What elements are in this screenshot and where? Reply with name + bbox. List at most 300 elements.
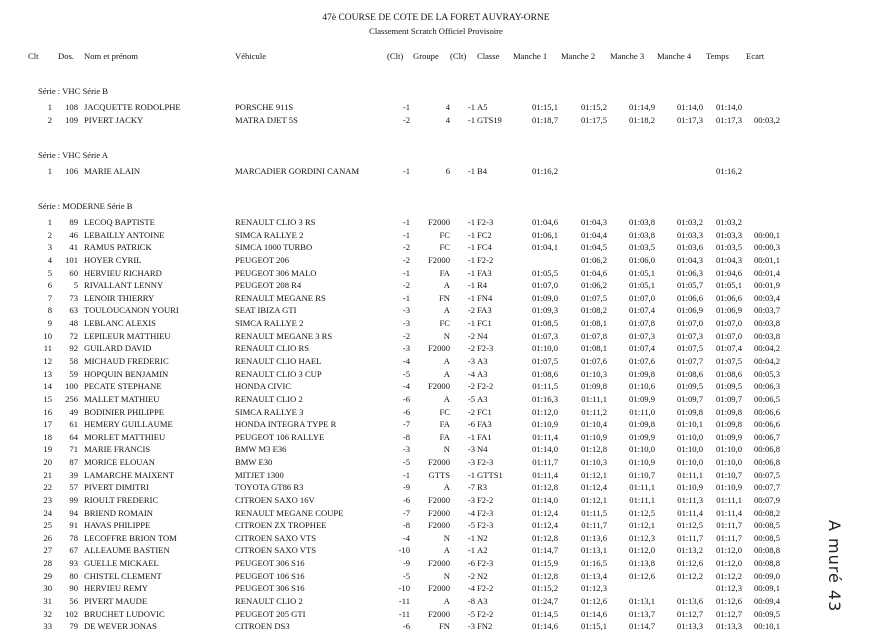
cell-clt2: -7 [467, 482, 475, 493]
cell-vehicle: CITROEN SAXO VTS [235, 545, 317, 556]
cell-clt1: -8 [402, 431, 410, 442]
cell-m1: 01:09,3 [531, 305, 558, 316]
cell-groupe: 4 [445, 114, 450, 125]
cell-m3: 01:10,0 [628, 444, 655, 455]
cell-m2: 01:14,6 [580, 608, 607, 619]
cell-m3: 01:14,9 [628, 102, 655, 112]
cell-m4: 01:13,6 [676, 595, 703, 606]
cell-m1: 01:14,6 [531, 621, 558, 632]
cell-ecart: 00:08,5 [753, 520, 780, 531]
table-row [0, 102, 872, 113]
cell-name: DE WEVER JONAS [84, 621, 157, 632]
cell-clt: 11 [43, 343, 52, 354]
cell-ecart: 00:00,3 [753, 242, 780, 253]
cell-classe: FN2 [477, 621, 493, 632]
cell-dos: 256 [65, 393, 78, 404]
cell-clt1: -1 [402, 166, 410, 176]
cell-m1: 01:15,9 [531, 558, 558, 568]
cell-clt: 24 [43, 507, 52, 518]
cell-classe: FA3 [477, 419, 492, 430]
cell-dos: 87 [69, 457, 78, 467]
cell-clt: 32 [43, 608, 52, 619]
cell-dos: 39 [69, 469, 78, 480]
cell-groupe: FC [439, 406, 450, 417]
cell-vehicle: PORSCHE 911S [235, 102, 294, 112]
cell-clt1: -3 [402, 343, 410, 354]
cell-ecart: 00:08,8 [753, 545, 780, 556]
cell-name: MARIE ALAIN [84, 166, 141, 176]
cell-clt1: -1 [402, 102, 410, 112]
cell-groupe: GTTS [428, 469, 450, 480]
cell-m2: 01:08,1 [580, 318, 607, 328]
cell-groupe: F2000 [428, 583, 450, 594]
handwritten-signature: A muré 43 [825, 520, 844, 613]
cell-m1: 01:12,0 [531, 406, 558, 417]
cell-m2: 01:11,5 [581, 507, 607, 518]
cell-vehicle: PEUGEOT 306 S16 [235, 558, 305, 568]
cell-dos: 73 [69, 292, 78, 303]
cell-classe: A2 [477, 545, 488, 556]
cell-m1: 01:12,4 [531, 520, 558, 531]
cell-clt1: -2 [402, 114, 410, 125]
cell-m2: 01:11,2 [581, 406, 607, 417]
table-row [0, 571, 872, 582]
cell-m1: 01:07,5 [531, 355, 558, 366]
cell-clt1: -4 [402, 532, 410, 543]
cell-temps: 01:11,7 [716, 520, 742, 531]
cell-m3: 01:10,6 [628, 381, 655, 392]
cell-m1: 01:14,7 [531, 545, 558, 556]
cell-clt1: -7 [402, 419, 410, 430]
cell-name: BRIEND ROMAIN [84, 507, 153, 518]
cell-m1: 01:14,0 [531, 494, 558, 505]
cell-name: BODINIER PHILIPPE [84, 406, 164, 417]
cell-m4: 01:12,5 [676, 520, 703, 531]
cell-temps: 01:07,0 [715, 330, 742, 341]
cell-clt2: -1 [467, 166, 475, 176]
section-label: Série : VHC Série A [38, 150, 109, 160]
cell-clt: 14 [43, 381, 52, 392]
cell-clt2: -6 [467, 558, 475, 568]
cell-temps: 01:03,3 [715, 229, 742, 240]
cell-clt: 28 [43, 558, 52, 568]
table-row [0, 621, 872, 632]
cell-clt: 31 [43, 595, 52, 606]
cell-ecart: 00:03,2 [753, 114, 780, 125]
cell-clt2: -1 [467, 267, 475, 278]
cell-m4: 01:03,2 [676, 217, 703, 227]
cell-name: HOYER CYRIL [84, 254, 142, 265]
cell-m3: 01:11,1 [629, 482, 655, 493]
cell-name: MORLET MATTHIEU [84, 431, 166, 442]
cell-clt1: -2 [402, 242, 410, 253]
cell-m2: 01:08,1 [580, 343, 607, 354]
cell-m1: 01:09,0 [531, 292, 558, 303]
cell-m3: 01:13,1 [628, 595, 655, 606]
document-subtitle: Classement Scratch Officiel Provisoire [369, 26, 503, 36]
cell-name: MALLET MATHIEU [84, 393, 160, 404]
cell-temps: 01:11,4 [716, 507, 742, 518]
cell-m4: 01:06,3 [676, 267, 703, 278]
cell-m2: 01:15,1 [580, 621, 607, 632]
table-row [0, 558, 872, 569]
cell-m1: 01:12,8 [531, 532, 558, 543]
table-row [0, 305, 872, 316]
cell-vehicle: RENAULT CLIO 2 [235, 595, 303, 606]
cell-vehicle: BMW E30 [235, 457, 273, 467]
cell-clt2: -1 [467, 102, 475, 112]
cell-m3: 01:09,9 [628, 393, 655, 404]
cell-ecart: 00:06,8 [753, 457, 780, 467]
header-clt: Clt [28, 51, 39, 61]
cell-clt: 1 [47, 166, 52, 176]
cell-classe: F2-3 [477, 217, 494, 227]
cell-name: HAVAS PHILIPPE [84, 520, 151, 531]
table-row [0, 520, 872, 531]
cell-m1: 01:07,0 [531, 280, 558, 291]
table-row [0, 280, 872, 291]
cell-temps: 01:09,7 [715, 393, 742, 404]
cell-m2: 01:16,5 [580, 558, 607, 568]
cell-ecart: 00:00,1 [753, 229, 780, 240]
cell-clt1: -2 [402, 254, 410, 265]
cell-clt1: -1 [402, 469, 410, 480]
cell-name: LAMARCHE MAIXENT [84, 469, 174, 480]
cell-clt2: -1 [467, 114, 475, 125]
cell-groupe: FC [439, 318, 450, 328]
cell-clt1: -3 [402, 318, 410, 328]
cell-clt2: -1 [467, 469, 475, 480]
cell-clt2: -1 [467, 229, 475, 240]
cell-m4: 01:17,3 [676, 114, 703, 125]
table-row [0, 331, 872, 342]
cell-clt2: -5 [467, 608, 475, 619]
cell-m4: 01:08,6 [676, 368, 703, 379]
cell-ecart: 00:10,1 [753, 621, 780, 632]
cell-m3: 01:11,0 [629, 406, 655, 417]
cell-m1: 01:10,9 [531, 419, 558, 430]
table-row [0, 115, 872, 126]
cell-m2: 01:12,1 [580, 469, 607, 480]
cell-clt: 1 [47, 102, 52, 112]
cell-temps: 01:11,1 [716, 494, 742, 505]
cell-m1: 01:14,0 [531, 444, 558, 455]
cell-clt1: -7 [402, 507, 410, 518]
cell-classe: FA3 [477, 267, 492, 278]
cell-m2: 01:13,1 [580, 545, 607, 556]
cell-clt: 16 [43, 406, 52, 417]
table-row [0, 217, 872, 228]
cell-m3: 01:12,1 [628, 520, 655, 531]
cell-groupe: FN [439, 621, 450, 632]
cell-ecart: 00:07,7 [753, 482, 780, 493]
cell-clt: 6 [47, 280, 52, 291]
table-row [0, 369, 872, 380]
cell-name: MORICE ELOUAN [84, 457, 155, 467]
cell-temps: 01:07,4 [715, 343, 742, 354]
cell-classe: F2-2 [477, 381, 494, 392]
cell-m3: 01:18,2 [628, 114, 655, 125]
cell-vehicle: SIMCA RALLYE 2 [235, 229, 304, 240]
cell-clt: 3 [47, 242, 52, 253]
table-row [0, 583, 872, 594]
cell-clt1: -4 [402, 381, 410, 392]
cell-groupe: F2000 [428, 558, 450, 568]
cell-ecart: 00:04,2 [753, 355, 780, 366]
cell-name: MICHAUD FREDERIC [84, 355, 169, 366]
cell-m1: 01:15,2 [531, 583, 558, 594]
cell-classe: A3 [477, 595, 488, 606]
cell-temps: 01:08,6 [715, 368, 742, 379]
cell-m3: 01:05,1 [628, 280, 655, 291]
cell-clt1: -6 [402, 406, 410, 417]
cell-classe: A3 [477, 368, 488, 379]
cell-groupe: F2000 [428, 343, 450, 354]
cell-clt1: -4 [402, 355, 410, 366]
cell-m3: 01:10,7 [628, 469, 655, 480]
cell-dos: 100 [65, 381, 78, 392]
cell-ecart: 00:01,1 [753, 254, 780, 265]
header-manche-1: Manche 1 [513, 51, 548, 61]
cell-m3: 01:12,5 [628, 507, 655, 518]
table-row [0, 407, 872, 418]
cell-groupe: F2000 [428, 254, 450, 265]
cell-classe: R3 [477, 482, 488, 493]
cell-clt1: -2 [402, 330, 410, 341]
cell-temps: 01:03,5 [715, 242, 742, 253]
cell-m4: 01:10,0 [676, 444, 703, 455]
cell-classe: A5 [477, 102, 488, 112]
cell-m2: 01:08,2 [580, 305, 607, 316]
cell-groupe: A [443, 595, 450, 606]
table-row [0, 343, 872, 354]
cell-classe: N2 [477, 570, 488, 581]
cell-ecart: 00:03,7 [753, 305, 780, 316]
table-row [0, 166, 872, 177]
cell-clt: 25 [43, 520, 52, 531]
cell-dos: 108 [65, 102, 78, 112]
header-manche-2: Manche 2 [561, 51, 596, 61]
cell-m4: 01:03,3 [676, 229, 703, 240]
cell-m2: 01:10,9 [580, 431, 607, 442]
cell-temps: 01:09,5 [715, 381, 742, 392]
cell-clt2: -4 [467, 507, 475, 518]
cell-m4: 01:11,4 [677, 507, 703, 518]
cell-m1: 01:14,5 [531, 608, 558, 619]
header-temps: Temps [706, 51, 729, 61]
cell-dos: 60 [69, 267, 78, 278]
cell-classe: FC1 [477, 318, 492, 328]
section-label: Série : VHC Série B [38, 86, 109, 96]
cell-m4: 01:09,5 [676, 381, 703, 392]
cell-dos: 5 [73, 280, 78, 291]
cell-m3: 01:07,8 [628, 318, 655, 328]
cell-classe: B4 [477, 166, 488, 176]
cell-m1: 01:06,1 [531, 229, 558, 240]
cell-m3: 01:14,7 [628, 621, 655, 632]
cell-vehicle: PEUGEOT 206 [235, 254, 290, 265]
cell-m4: 01:12,2 [676, 570, 703, 581]
cell-temps: 01:10,9 [715, 482, 742, 493]
cell-name: MARIE FRANCIS [84, 444, 151, 455]
header-classe: Classe [477, 51, 500, 61]
cell-clt: 30 [43, 583, 52, 594]
cell-clt2: -4 [467, 583, 475, 594]
cell-classe: GTS19 [477, 114, 502, 125]
cell-clt: 33 [43, 621, 52, 632]
cell-vehicle: SIMCA RALLYE 3 [235, 406, 304, 417]
cell-m3: 01:03,8 [628, 229, 655, 240]
cell-dos: 101 [65, 254, 78, 265]
cell-clt2: -4 [467, 368, 475, 379]
cell-classe: FA1 [477, 431, 492, 442]
table-row [0, 533, 872, 544]
cell-temps: 01:06,6 [715, 292, 742, 303]
cell-vehicle: PEUGEOT 306 S16 [235, 583, 305, 594]
cell-clt: 27 [43, 545, 52, 556]
cell-name: RAMUS PATRICK [84, 242, 152, 253]
cell-m2: 01:10,3 [580, 457, 607, 467]
cell-m4: 01:09,8 [676, 406, 703, 417]
cell-clt: 13 [43, 368, 52, 379]
cell-m4: 01:12,7 [676, 608, 703, 619]
cell-groupe: FC [439, 242, 450, 253]
cell-name: LEPILEUR MATTHIEU [84, 330, 171, 341]
cell-ecart: 00:09,0 [753, 570, 780, 581]
cell-classe: FC1 [477, 406, 492, 417]
cell-m4: 01:13,3 [676, 621, 703, 632]
cell-dos: 49 [69, 406, 78, 417]
cell-vehicle: MATRA DJET 5S [235, 114, 298, 125]
cell-dos: 63 [69, 305, 78, 316]
cell-groupe: N [443, 532, 450, 543]
cell-name: CHISTEL CLEMENT [84, 570, 162, 581]
cell-m2: 01:15,2 [580, 102, 607, 112]
cell-m2: 01:12,6 [580, 595, 607, 606]
cell-clt1: -10 [398, 545, 410, 556]
cell-clt2: -1 [467, 532, 475, 543]
cell-name: PIVERT JACKY [84, 114, 144, 125]
cell-ecart: 00:06,7 [753, 431, 780, 442]
cell-temps: 01:13,3 [715, 621, 742, 632]
cell-m4: 01:04,3 [676, 254, 703, 265]
cell-groupe: F2000 [428, 608, 450, 619]
cell-m1: 01:12,8 [531, 482, 558, 493]
cell-groupe: 6 [445, 166, 450, 176]
cell-m3: 01:07,6 [628, 355, 655, 366]
cell-dos: 46 [69, 229, 78, 240]
cell-m4: 01:07,5 [676, 343, 703, 354]
cell-temps: 01:10,7 [715, 469, 742, 480]
table-row [0, 545, 872, 556]
cell-temps: 01:16,2 [715, 166, 742, 176]
cell-ecart: 00:07,5 [753, 469, 780, 480]
cell-classe: FN4 [477, 292, 493, 303]
cell-ecart: 00:03,8 [753, 318, 780, 328]
cell-m2: 01:12,4 [580, 482, 607, 493]
cell-clt1: -1 [402, 267, 410, 278]
header-manche-4: Manche 4 [657, 51, 692, 61]
header-clt-overall: (Clt) [387, 51, 404, 61]
cell-m1: 01:08,6 [531, 368, 558, 379]
cell-temps: 01:07,5 [715, 355, 742, 366]
cell-clt: 17 [43, 419, 52, 430]
cell-clt2: -3 [467, 444, 475, 455]
cell-vehicle: CITROEN ZX TROPHEE [235, 520, 327, 531]
cell-dos: 61 [69, 419, 78, 430]
cell-dos: 79 [69, 621, 78, 632]
cell-vehicle: PEUGEOT 106 RALLYE [235, 431, 325, 442]
cell-m4: 01:10,1 [676, 419, 703, 430]
cell-groupe: A [443, 305, 450, 316]
cell-classe: A3 [477, 393, 488, 404]
cell-temps: 01:09,8 [715, 406, 742, 417]
cell-vehicle: RENAULT CLIO RS [235, 343, 310, 354]
cell-dos: 93 [69, 558, 78, 568]
cell-temps: 01:10,0 [715, 444, 742, 455]
cell-m1: 01:05,5 [531, 267, 558, 278]
cell-clt: 2 [47, 229, 52, 240]
cell-vehicle: RENAULT CLIO HAEL [235, 355, 322, 366]
cell-m3: 01:12,0 [628, 545, 655, 556]
cell-vehicle: SIMCA 1000 TURBO [235, 242, 313, 253]
cell-m1: 01:11,4 [532, 431, 558, 442]
cell-temps: 01:09,8 [715, 419, 742, 430]
cell-name: HERVIEU RICHARD [84, 267, 162, 278]
cell-clt: 12 [43, 355, 52, 366]
cell-clt1: -3 [402, 305, 410, 316]
cell-groupe: N [443, 570, 450, 581]
cell-m4: 01:07,3 [676, 330, 703, 341]
cell-clt2: -1 [467, 280, 475, 291]
cell-m2: 01:04,5 [580, 242, 607, 253]
cell-dos: 102 [65, 608, 78, 619]
cell-clt: 29 [43, 570, 52, 581]
cell-clt1: -8 [402, 520, 410, 531]
header-vehicle: Véhicule [235, 51, 267, 61]
cell-m1: 01:10,0 [531, 343, 558, 354]
cell-clt2: -1 [467, 292, 475, 303]
cell-clt1: -5 [402, 457, 410, 467]
cell-m1: 01:15,1 [531, 102, 558, 112]
cell-m3: 01:13,7 [628, 608, 655, 619]
cell-ecart: 00:04,2 [753, 343, 780, 354]
cell-name: GUELLE MICKAEL [84, 558, 159, 568]
cell-clt2: -5 [467, 520, 475, 531]
cell-ecart: 00:03,8 [753, 330, 780, 341]
cell-clt: 18 [43, 431, 52, 442]
cell-classe: F2-3 [477, 343, 494, 354]
cell-ecart: 00:05,3 [753, 368, 780, 379]
cell-temps: 01:09,9 [715, 431, 742, 442]
cell-vehicle: RENAULT MEGANE RS [235, 292, 326, 303]
cell-clt: 19 [43, 444, 52, 455]
cell-temps: 01:04,3 [715, 254, 742, 265]
cell-m1: 01:08,5 [531, 318, 558, 328]
cell-m3: 01:07,3 [628, 330, 655, 341]
cell-clt2: -3 [467, 457, 475, 467]
cell-dos: 78 [69, 532, 78, 543]
cell-vehicle: SIMCA RALLYE 2 [235, 318, 304, 328]
cell-groupe: A [443, 280, 450, 291]
cell-vehicle: HONDA INTEGRA TYPE R [235, 419, 337, 430]
cell-classe: F2-3 [477, 558, 494, 568]
cell-clt2: -1 [467, 254, 475, 265]
cell-clt2: -2 [467, 381, 475, 392]
header-name: Nom et prénom [84, 51, 138, 61]
cell-ecart: 00:08,8 [753, 558, 780, 568]
table-row [0, 255, 872, 266]
